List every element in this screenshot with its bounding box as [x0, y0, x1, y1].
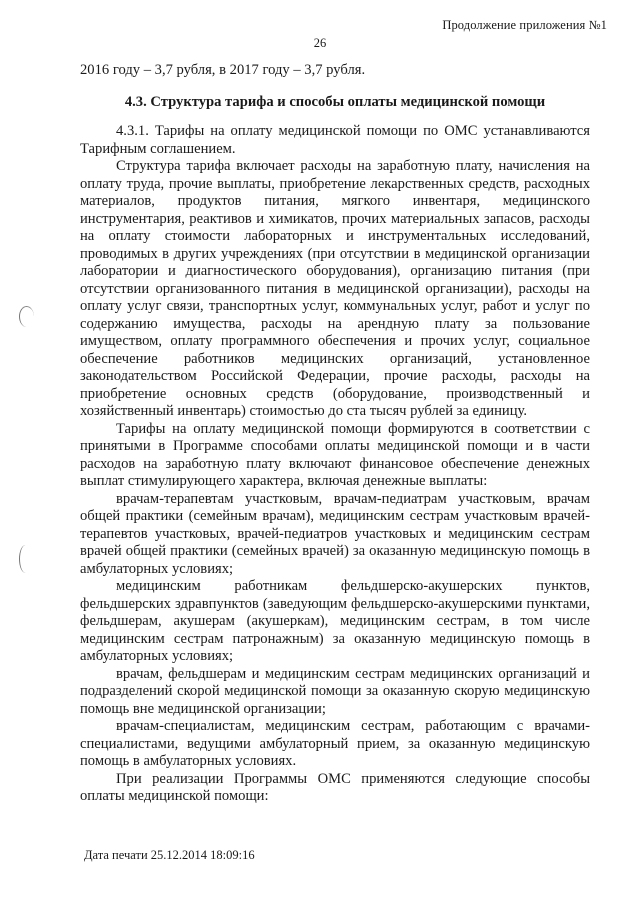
- paragraph: При реализации Программы ОМС применяются следующие способы оплаты медицинской помощи:: [80, 770, 590, 804]
- scan-artifact-mark: [19, 545, 32, 573]
- paragraph: Структура тарифа включает расходы на заработную плату, начисления на оплату труда, прочие выплаты, приобретение лекарственных средств, расходных материалов, продуктов питания, мягкого инвентаря, медицинского инструментария, реактивов и химикатов, прочих материальных запасов, расходы на оплату стоимости лабораторных и инструментальных исследований, проводимых в других учреждениях (при отсутствии в медицинской организации лаборатории и диагностического оборудования), организацию питания (при отсутствии организованного питания в медицинской организации), расходы на оплату услуг связи, транспортных услуг, коммунальных услуг, работ и услуг по содержанию имущества, расходы на арендную плату за пользование имуществом, оплату программного обеспечения и прочих услуг, социальное обеспечение работников медицинских организаций, установленное законодательством Российской Федерации, прочие расходы, расходы на приобретение основных средств (оборудование, производственный и хозяйственный инвентарь) стоимостью до ста тысяч рублей за единицу.: [80, 158, 590, 419]
- page-number: 26: [313, 36, 327, 50]
- scan-artifact-mark: [19, 306, 34, 327]
- section-heading: 4.3. Структура тарифа и способы оплаты медицинской помощи: [124, 93, 546, 110]
- document-body: [80, 62, 590, 806]
- paragraph: Тарифы на оплату медицинской помощи формируются в соответствии с принятыми в Программе способами оплаты медицинской помощи и в части расходов на заработную плату включают финансовое обеспечение денежных выплат стимулирующего характера, включая денежные выплаты:: [80, 420, 590, 489]
- paragraph: 4.3.1. Тарифы на оплату медицинской помощи по ОМС устанавливаются Тарифным соглашением.: [80, 123, 590, 157]
- list-item-paragraph: врачам-специалистам, медицинским сестрам, работающим с врачами-специалистами, ведущими амбулаторный прием, за оказанную медицинскую помощь в амбулаторных условиях.: [80, 718, 590, 769]
- print-date-footer: Дата печати 25.12.2014 18:09:16: [84, 848, 255, 862]
- continued-text-line: 2016 году – 3,7 рубля, в 2017 году – 3,7 рубля.: [80, 62, 366, 78]
- list-item-paragraph: врачам, фельдшерам и медицинским сестрам медицинских организаций и подразделений скорой медицинской помощи за оказанную скорую медицинскую помощь вне медицинской организации;: [80, 665, 590, 717]
- list-item-paragraph: врачам-терапевтам участковым, врачам-педиатрам участковым, врачам общей практики (семейным врачам), медицинским сестрам участковым врачей-терапевтов участковых, врачей-педиатров участковых и медицинским сестрам врачей общей практики (семейных врачей) за оказанную медицинскую помощь в амбулаторных условиях;: [80, 490, 590, 577]
- appendix-continuation-note: Продолжение приложения №1: [442, 18, 607, 32]
- list-item-paragraph: медицинским работникам фельдшерско-акушерских пунктов, фельдшерских здравпунктов (заведующим фельдшерско-акушерскими пунктами, фельдшерам, акушерам (акушеркам), медицинским сестрам, в том числе медицинским сестрам патронажным) за оказанную медицинскую помощь в амбулаторных условиях;: [80, 578, 590, 664]
